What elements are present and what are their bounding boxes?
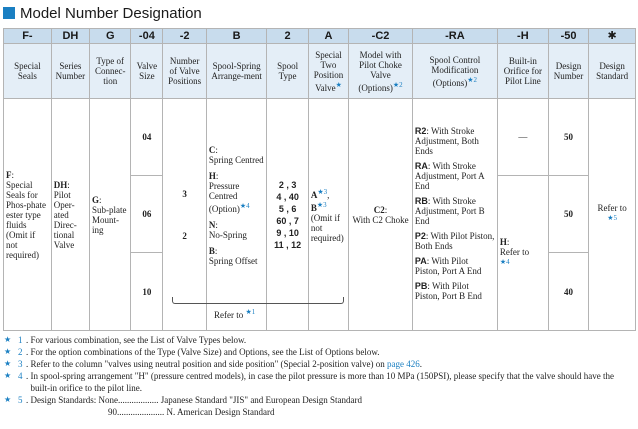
header-cell: Design Number bbox=[548, 44, 588, 99]
footnote: ★ 4 . In spool-spring arrangement "H" (pressure centred models), in case the pilot pressure is more than 10 MPa (150PSI), please specify that the valve should have the built-in orifice to the pilot line. bbox=[4, 371, 614, 393]
choke-cell: C2: With C2 Choke bbox=[349, 99, 413, 331]
star-icon: ★ bbox=[239, 202, 247, 210]
code-cell: -2 bbox=[163, 29, 207, 44]
star-icon: ★ bbox=[4, 359, 12, 368]
table-row bbox=[4, 99, 636, 176]
footnote: ★ 3 . Refer to the column "valves using neutral position and side position" (Special 2-position valve) on page 426. bbox=[4, 359, 423, 369]
spool-type: 9 , 10 bbox=[276, 227, 299, 238]
header-cell: Series Number bbox=[51, 44, 89, 99]
header-cell: Valve Size bbox=[131, 44, 163, 99]
spool-type: 60 , 7 bbox=[276, 215, 299, 226]
spring-arrangement-cell: C: Spring Centred H: Pressure Centred (Option)$^{★4}$ N: No-Spring B: Spring Offset bbox=[206, 99, 267, 331]
series-cell: DH: Pilot Oper-ated Direc-tional Valve bbox=[51, 99, 89, 331]
star-icon: ★ bbox=[4, 371, 12, 380]
star-icon: ★ bbox=[4, 347, 12, 356]
title-text: Model Number Designation bbox=[20, 4, 202, 22]
code-cell: 2 bbox=[267, 29, 308, 44]
header-cell: Built-in Orifice for Pilot Line bbox=[497, 44, 548, 99]
valve-size-10: 10 bbox=[131, 253, 163, 331]
design-number: 50 bbox=[548, 99, 588, 176]
code-cell: -H bbox=[497, 29, 548, 44]
footnotes bbox=[4, 334, 634, 418]
header-cell: Model with Pilot Choke Valve (Options)$^{★2}$ bbox=[349, 44, 413, 99]
title-square-icon bbox=[3, 7, 15, 19]
star-icon: ★ bbox=[4, 395, 12, 404]
special-seals-cell: F: Special Seals for Phos-phate ester type fluids (Omit if not required) bbox=[4, 99, 52, 331]
code-cell: -04 bbox=[131, 29, 163, 44]
code-cell: -50 bbox=[548, 29, 588, 44]
code-cell: -C2 bbox=[349, 29, 413, 44]
page-link[interactable]: page 426 bbox=[387, 359, 420, 369]
code-cell: -RA bbox=[412, 29, 497, 44]
header-cell: Spool Type bbox=[267, 44, 308, 99]
valve-size-06: 06 bbox=[131, 176, 163, 253]
code-row bbox=[4, 29, 636, 44]
orifice-none-cell: — bbox=[497, 99, 548, 176]
spool-type-cell bbox=[267, 99, 308, 331]
header-row bbox=[4, 44, 636, 99]
header-cell: Spool Control Modification (Options)$^{★2}$ bbox=[412, 44, 497, 99]
header-cell: Type of Connec-tion bbox=[90, 44, 131, 99]
control-cell: R2: With Stroke Adjustment, Both Ends RA: With Stroke Adjustment, Port A End RB: With Stroke Adjustment, Port B End P2: With Pilot Piston, Both Ends PA: With Pilot Piston, Port A End PB: With Pilot Piston, Port B End bbox=[412, 99, 497, 331]
spool-type: 5 , 6 bbox=[278, 203, 297, 214]
footnote: ★ 2 . For the option combinations of the Type (Valve Size) and Options, see the List of Options below. bbox=[4, 347, 380, 357]
code-cell: ✱ bbox=[589, 29, 636, 44]
header-cell: Spool-Spring Arrange-ment bbox=[206, 44, 267, 99]
bracket bbox=[172, 297, 344, 304]
code-cell: A bbox=[308, 29, 348, 44]
positions-cell: 3 2 bbox=[163, 99, 207, 331]
header-cell: Number of Valve Positions bbox=[163, 44, 207, 99]
header-cell: Special Two Position Valve★ bbox=[308, 44, 348, 99]
footnote: ★ 1 . For various combination, see the List of Valve Types below. bbox=[4, 335, 247, 345]
star-icon: ★ bbox=[4, 335, 12, 344]
star-icon: ★ bbox=[392, 80, 400, 89]
spool-type: 11 , 12 bbox=[274, 239, 302, 250]
refer-to-note: Refer to $^{★1}$ bbox=[214, 308, 256, 320]
code-cell: F- bbox=[4, 29, 52, 44]
design-standard-cell: Refer to $^{★5}$ bbox=[589, 99, 636, 331]
footnote: ★ 5 . Design Standards: None.................. Japanese Standard "JIS" and European Design Standard bbox=[4, 395, 363, 405]
valve-size-04: 04 bbox=[131, 99, 163, 176]
code-cell: G bbox=[90, 29, 131, 44]
spool-type: 4 , 40 bbox=[276, 191, 299, 202]
code-cell: DH bbox=[51, 29, 89, 44]
header-cell: Special Seals bbox=[4, 44, 52, 99]
two-position-cell: $A^{★3}$, $B^{★3}$ (Omit if not required) bbox=[308, 99, 348, 331]
star-icon: ★ bbox=[467, 75, 474, 84]
star-icon: ★ bbox=[335, 80, 342, 89]
model-number-table bbox=[3, 28, 636, 331]
section-title bbox=[3, 3, 202, 23]
design-number: 40 bbox=[548, 253, 588, 331]
design-number: 50 bbox=[548, 176, 588, 253]
orifice-h-cell: H: Refer to $^{★4}$ bbox=[497, 176, 548, 331]
spool-type: 2 , 3 bbox=[278, 179, 297, 190]
footnote-continued: 90..................... N. American Design Standard bbox=[108, 407, 275, 417]
code-cell: B bbox=[206, 29, 267, 44]
connection-cell: G: Sub-plate Mount-ing bbox=[90, 99, 131, 331]
header-cell: Design Standard bbox=[589, 44, 636, 99]
